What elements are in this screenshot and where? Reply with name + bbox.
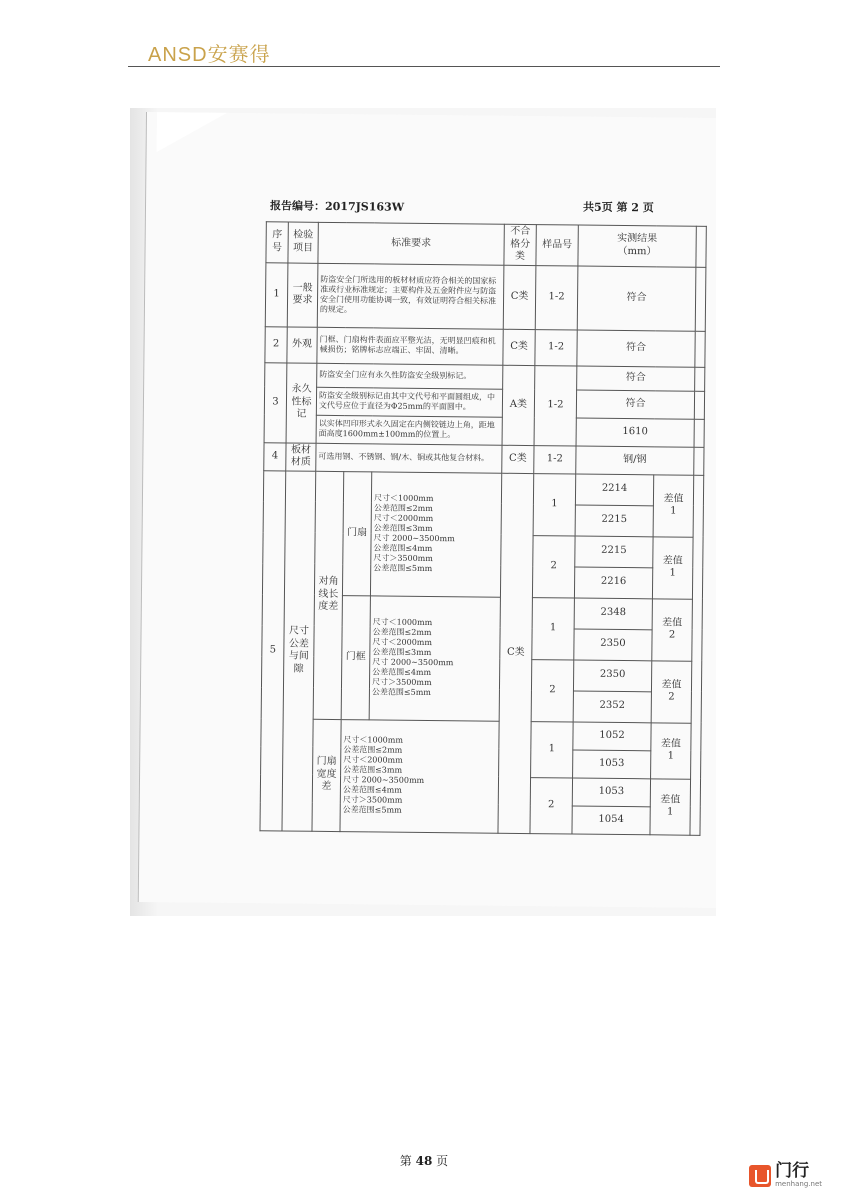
cell-result: 符合 [576,390,694,419]
header-result-label: 实测结果 [617,233,658,245]
cell-sample: 1 [531,721,574,777]
watermark-logo [749,1163,822,1188]
cell-value: 1053 [573,750,651,779]
cell-result: 符合 [577,366,695,391]
cell-sample: 1-2 [535,265,578,329]
cell-sample: 1-2 [535,329,577,365]
cell-edge [695,331,705,367]
cell-category: C类 [498,473,534,833]
header-result-unit: （mm） [617,245,657,258]
tolerance-line: 尺寸＞3500mm [371,677,432,688]
page-footer [0,1152,848,1169]
tolerance-line: 公差范围≤2mm [372,627,432,638]
header-rule [128,66,720,67]
cell-category: C类 [503,329,535,365]
tolerance-line: 公差范围≤5mm [371,687,431,698]
cell-value: 2214 [575,474,653,506]
header-category: 不合格分类 [504,224,536,265]
scanned-page [130,108,716,916]
tolerance-line: 尺寸 2000~3500mm [373,533,455,544]
cell-edge [694,447,704,475]
tolerance-line: 尺寸＜2000mm [372,637,433,648]
header-standard: 标准要求 [318,222,504,264]
cell-diff: 差值 1 [651,722,692,778]
tolerance-line: 尺寸 2000~3500mm [342,775,425,785]
tolerance-line: 公差范围≤3mm [373,523,433,534]
cell-value: 2350 [573,660,651,692]
cell-result: 符合 [577,330,695,367]
footer-suffix: 页 [436,1154,449,1168]
cell-value: 2216 [574,567,652,599]
cell-tolerance [369,595,500,720]
folded-corner [157,112,227,153]
cell-sample: 2 [530,777,573,833]
cell-sample: 1-2 [534,365,577,445]
cell-category: C类 [503,265,536,329]
tolerance-line: 尺寸＞3500mm [373,553,433,564]
cell-item: 尺寸公差与间隙 [282,470,316,830]
cell-value: 2215 [575,536,653,568]
watermark-name: 门行 [775,1161,810,1181]
cell-subitem: 对角线长度差 [313,471,344,719]
tolerance-line: 尺寸＜2000mm [343,755,403,765]
cell-value: 1052 [573,722,651,751]
cell-standard: 防盗安全门所选用的板材材质应符合相关的国家标准或行业标准规定；主要构件及五金附件应与防盗安全门使用功能协调一致，有效证明符合相关标准的规定。 [317,263,504,329]
cell-value: 1053 [572,778,650,807]
inspection-table [259,221,706,835]
cell-group-label: 门扇 [342,471,371,595]
table-subrow [261,718,701,751]
tolerance-line: 尺寸＜1000mm [343,735,404,745]
tolerance-line: 公差范围≤4mm [342,785,402,795]
cell-category: C类 [502,445,534,473]
footer-prefix: 第 [399,1154,412,1168]
cell-sample: 2 [532,535,575,597]
cell-value: 2348 [574,598,652,630]
tolerance-line: 公差范围≤4mm [372,667,432,678]
cell-sample: 1-2 [534,445,576,473]
tolerance-line: 尺寸＞3500mm [342,795,403,805]
cell-sample: 2 [531,659,574,721]
table-header-row [266,222,706,267]
cell-tolerance [370,471,501,596]
cell-diff: 差值 1 [652,536,693,598]
cell-seq: 1 [265,262,288,326]
cell-edge [694,391,704,419]
cell-value: 2350 [574,629,652,661]
cell-value: 1054 [572,806,650,835]
cell-standard: 可选用钢、不锈钢、钢/木、铜或其他复合材料。 [316,443,502,473]
cell-category: A类 [502,365,535,445]
tolerance-line: 公差范围≤2mm [343,745,403,755]
cell-edge [694,419,704,447]
report-number: 报告编号：2017JS163W [269,199,405,214]
cell-result: 1610 [576,418,694,447]
cell-edge [695,267,706,331]
cell-diff: 差值 2 [652,598,693,660]
header-seq: 序号 [266,222,288,263]
cell-diff: 差值 1 [653,474,694,536]
cell-group-label: 门框 [341,595,370,719]
tolerance-line: 尺寸 2000~3500mm [372,657,454,668]
cell-edge [695,367,705,391]
cell-result: 符合 [577,266,696,331]
cell-seq: 3 [264,362,287,442]
menhang-logo-icon [749,1165,771,1187]
cell-seq: 5 [260,470,286,830]
header-result [578,225,696,267]
tolerance-line: 尺寸＜1000mm [373,493,434,504]
brand-logo: ANSD安赛得 [148,44,271,66]
cell-standard: 防盗安全门应有永久性防盗安全级别标记。 [317,363,503,389]
cell-item: 永久性标记 [286,362,317,442]
tolerance-line: 尺寸＜2000mm [373,513,434,524]
tolerance-line: 公差范围≤4mm [373,543,433,554]
tolerance-line: 尺寸＜1000mm [372,617,433,628]
watermark-site: menhang.net [775,1180,822,1188]
cell-tolerance [340,719,499,833]
cell-subitem: 门扇宽度差 [312,719,341,831]
cell-item: 一般要求 [287,262,318,326]
cell-standard: 以实体凹印形式永久固定在内侧铰链边上角，距地面高度1600mm±100mm的位置上。 [316,415,502,445]
cell-diff: 差值 2 [651,660,692,722]
cell-value: 2352 [573,691,651,723]
cell-result: 钢/钢 [576,446,694,475]
header-item: 检验项目 [288,222,318,263]
table-row [265,262,706,331]
table-row [263,470,703,506]
cell-item: 板材材质 [286,442,316,470]
tolerance-line: 公差范围≤3mm [372,647,432,658]
tolerance-line: 公差范围≤5mm [342,805,402,815]
cell-standard: 门框、门扇构件表面应平整光洁，无明显凹痕和机械损伤；铭牌标志应端正、牢固、清晰。 [317,327,503,365]
table-row [265,326,705,367]
cell-seq: 4 [264,442,286,470]
tolerance-line: 公差范围≤5mm [373,563,433,574]
header-sample: 样品号 [536,225,578,266]
cell-diff: 差值 1 [650,778,691,834]
cell-standard: 防盗安全级别标记由其中文代号和平面圆组成，中文代号应位于直径为Φ25mm的平面圆中。 [316,387,502,417]
tolerance-line: 公差范围≤2mm [373,503,433,514]
report-sheet [138,112,716,908]
cell-sample: 1 [533,473,576,535]
cell-item: 外观 [287,326,317,362]
cell-value: 2215 [575,505,653,537]
tolerance-line: 公差范围≤3mm [343,765,403,775]
header-edge [696,226,706,267]
cell-seq: 2 [265,326,287,362]
cell-sample: 1 [532,597,575,659]
page-number: 48 [415,1154,433,1168]
page-count: 共5页 第 2 页 [582,200,654,215]
